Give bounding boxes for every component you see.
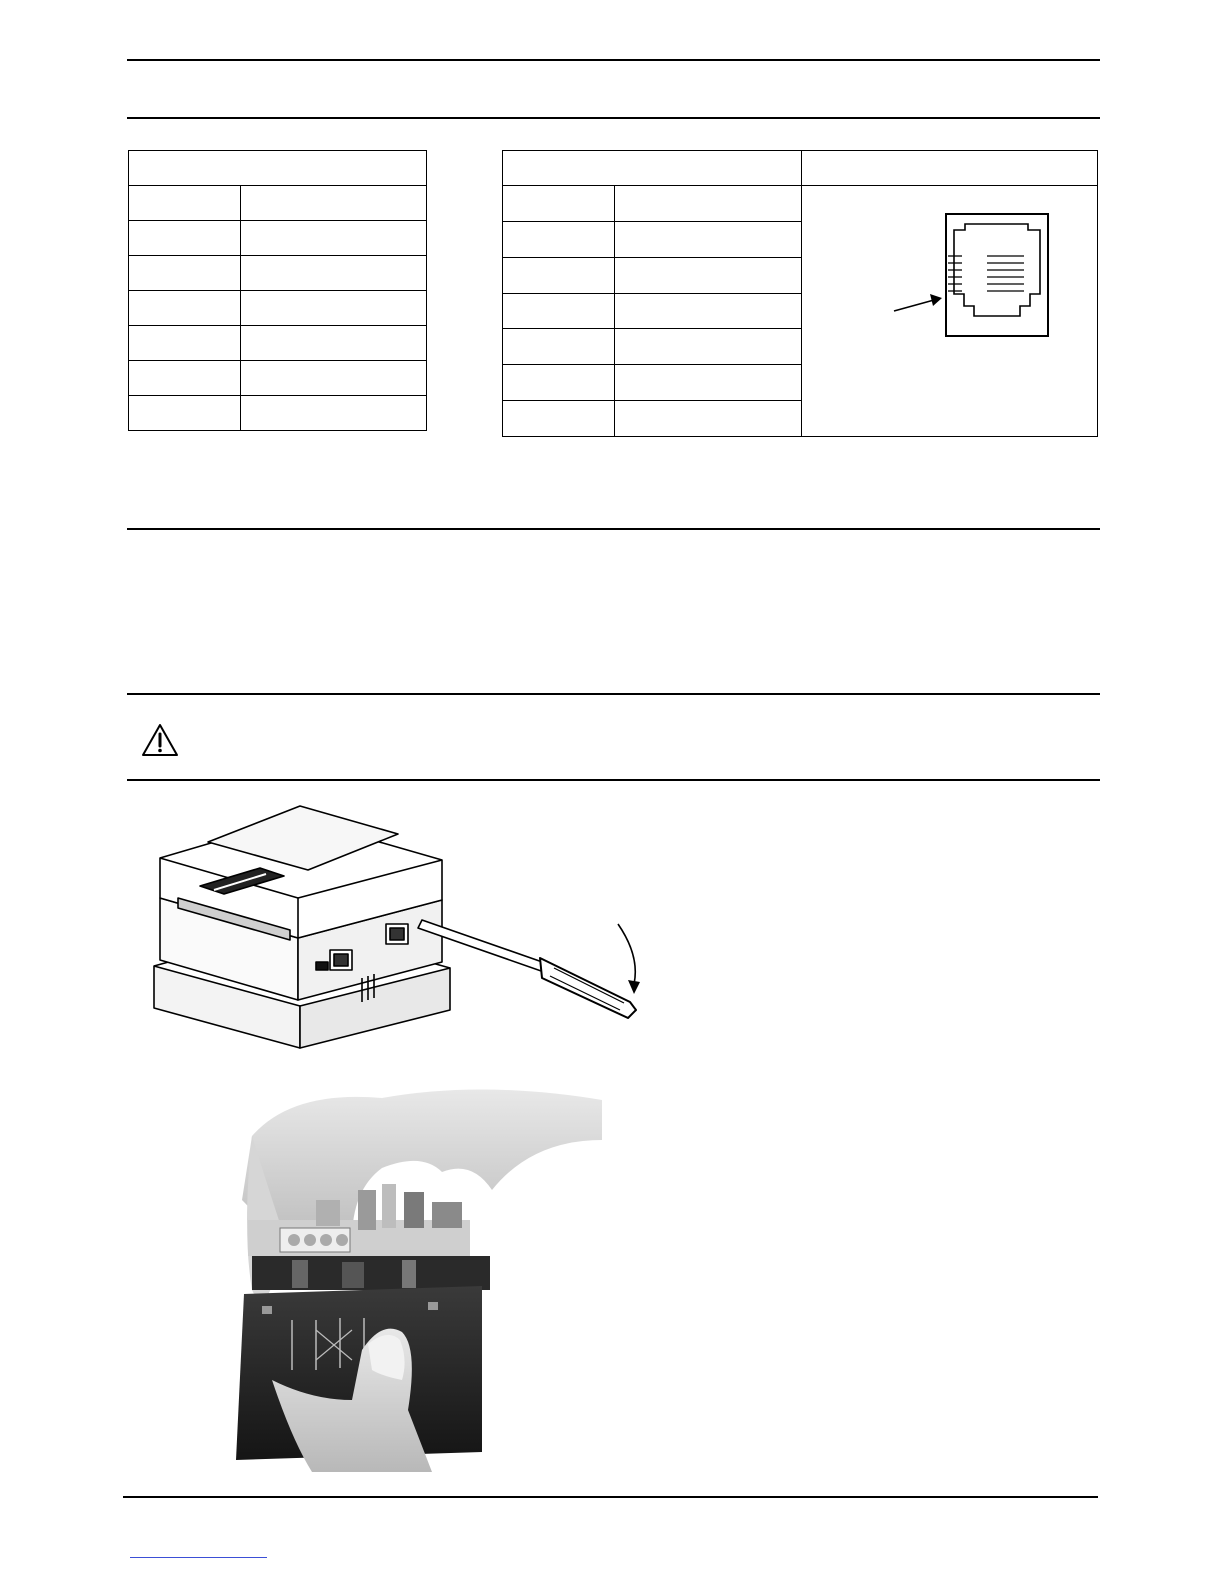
pin-table-left — [128, 150, 427, 431]
table-row — [129, 256, 427, 291]
pin-number — [503, 221, 615, 257]
pin-signal — [241, 221, 427, 256]
pin-signal — [241, 396, 427, 431]
pin-table-right — [502, 150, 1098, 437]
pin-number — [503, 401, 615, 437]
connector-image-header — [802, 151, 1098, 186]
pin-number — [129, 291, 241, 326]
pin-signal — [615, 293, 802, 329]
header-rule-bottom — [127, 117, 1100, 119]
table-row — [129, 396, 427, 431]
pin-number — [503, 293, 615, 329]
table-row — [129, 326, 427, 361]
warning-rule-top — [127, 693, 1100, 695]
pin-signal — [241, 291, 427, 326]
table-row — [129, 221, 427, 256]
pin-number — [129, 396, 241, 431]
table-row — [129, 361, 427, 396]
pin-signal — [615, 365, 802, 401]
pin-signal — [615, 221, 802, 257]
pin-number — [129, 221, 241, 256]
rj-connector-icon — [802, 186, 1098, 436]
pin-signal — [615, 329, 802, 365]
pin-number — [503, 186, 615, 222]
pin-signal — [615, 186, 802, 222]
module-screwdriver-illustration — [140, 798, 650, 1058]
warning-triangle-icon — [140, 722, 180, 758]
pin-table-right-header — [503, 151, 802, 186]
warning-rule-bottom — [127, 779, 1100, 781]
pin-number — [503, 257, 615, 293]
pin-number — [503, 365, 615, 401]
pin-signal — [241, 186, 427, 221]
section-divider — [127, 528, 1100, 530]
pin-signal — [241, 361, 427, 396]
pin-signal — [241, 256, 427, 291]
table-row — [503, 186, 1098, 222]
pin-signal — [241, 326, 427, 361]
pin-number — [129, 256, 241, 291]
table-row — [129, 291, 427, 326]
footer-rule — [123, 1496, 1098, 1498]
arrow-icon — [894, 294, 942, 311]
table-row — [129, 186, 427, 221]
pin-number — [129, 326, 241, 361]
pin-signal — [615, 257, 802, 293]
pin-table-left-header — [129, 151, 427, 186]
pin-number — [129, 361, 241, 396]
header-rule-top — [127, 59, 1100, 61]
pin-signal — [615, 401, 802, 437]
footer-link-underline[interactable] — [130, 1557, 267, 1558]
connector-image-cell — [802, 186, 1098, 437]
pin-number — [503, 329, 615, 365]
pin-number — [129, 186, 241, 221]
module-disassembly-photo — [232, 1080, 602, 1472]
